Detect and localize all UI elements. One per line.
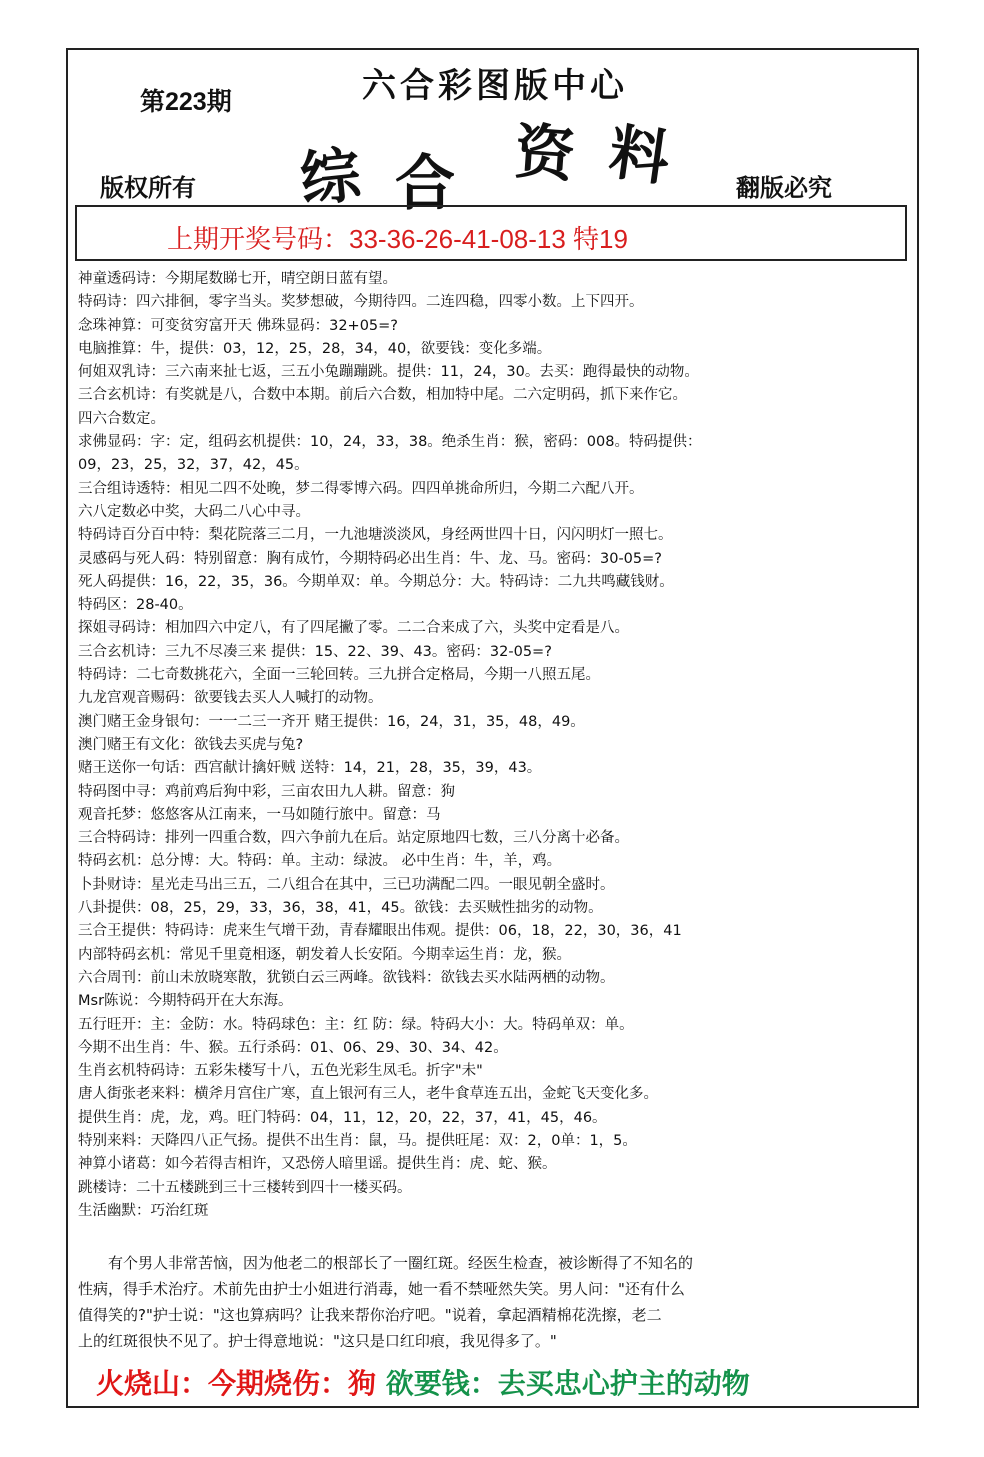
tip-line: 死人码提供：16，22，35，36。今期单双：单。今期总分：大。特码诗：二九共鸣藏钱财。 [78,573,674,590]
tip-line: 电脑推算：牛，提供：03，12，25，28，34，40，欲要钱：变化多端。 [78,340,552,357]
tip-line: 神童透码诗：今期尾数睇七开，晴空朗日蓝有望。 [78,271,397,287]
result-box [75,205,907,261]
big-title-char-1: 综 [297,140,365,216]
humor-story [78,1250,908,1354]
issue-number: 第223期 [140,88,232,116]
tip-line: 特码诗：四六排徊，零字当头。奖梦想破，今期待四。二连四稳，四零小数。上下四开。 [78,294,644,311]
tip-line: 特码诗百分百中特：梨花院落三二月，一九池塘淡淡风，身经两世四十日，闪闪明灯一照七。 [78,527,673,544]
tip-line: 观音托梦：悠悠客从江南来，一马如随行旅中。留意：马 [78,806,441,823]
tip-line: 念珠神算：可变贫穷富开天 佛珠显码：32+05=? [78,317,399,334]
tip-line: 特码玄机：总分博：大。特码：单。主动：绿波。 必中生肖：牛，羊，鸡。 [78,853,562,870]
tip-line: 生肖玄机特码诗：五彩朱楼写十八，五色光彩生凤毛。折字"未" [78,1063,483,1080]
tip-line: 三合玄机诗：三九不尽凑三来 提供：15、22、39、43。密码：32-05=? [78,643,552,660]
tip-line: 三合特码诗：排列一四重合数，四六争前九在后。站定原地四七数，三八分离十必备。 [78,830,629,847]
tip-line: 八卦提供：08，25，29，33，36，38，41，45。欲钱：去买贼性拙劣的动物。 [78,900,603,917]
story-line: 有个男人非常苦恼，因为他老二的根部长了一圈红斑。经医生检查，被诊断得了不知名的 [78,1254,694,1272]
center-title: 六合彩图版中心 [362,66,628,106]
tip-line: 赌王送你一句话：西宫献计擒奸贼 送特：14，21，28，35，39，43。 [78,760,542,777]
tip-line: 三合玄机诗：有奖就是八，合数中本期。前后六合数，相加特中尾。二六定明码，抓下来作它。 [78,387,687,404]
tip-line: 内部特码玄机：常见千里竟相逐，朝发着人长安陌。今期幸运生肖：龙，猴。 [78,946,571,963]
copyright-left: 版权所有 [100,173,196,202]
tip-line: 特码图中寻：鸡前鸡后狗中彩，三亩农田九人耕。留意：狗 [78,783,455,800]
big-title-char-2: 合 [395,149,455,219]
footer-banner [96,1362,750,1402]
footer-hint-red: 火烧山：今期烧伤：狗 [96,1367,377,1400]
tip-line: 澳门赌王有文化：欲钱去买虎与兔? [78,736,304,753]
tip-line: 灵感码与死人码：特别留意：胸有成竹，今期特码必出生肖：牛、龙、马。密码：30-05=? [78,550,662,567]
story-line: 上的红斑很快不见了。护士得意地说："这只是口红印痕，我见得多了。" [78,1332,557,1350]
tip-line: 三合王提供：特码诗：虎来生气增干劲，青春耀眼出伟观。提供：06，18，22，30，36，41 [78,923,682,940]
story-line: 值得笑的?"护士说："这也算病吗？让我来帮你治疗吧。"说着，拿起酒精棉花洗擦，老二 [78,1306,662,1324]
tip-line: 三合组诗透特：相见二四不处晚，梦二得零博六码。四四单挑命所归，今期二六配八开。 [78,480,644,497]
tip-line: 求佛显码：字：定，组码玄机提供：10，24，33，38。绝杀生肖：猴，密码：008。特码提供： [78,434,702,451]
story-line: 性病，得手术治疗。术前先由护士小姐进行消毒，她一看不禁哑然失笑。男人问："还有什么 [78,1280,685,1298]
tip-line: 何姐双乳诗：三六南来扯七返，三五小兔蹦蹦跳。提供：11，24，30。去买：跑得最快的动物。 [78,364,699,381]
tip-line: 提供生肖：虎，龙，鸡。旺门特码：04，11，12，20，22，37，41，45，46。 [78,1109,607,1126]
last-result-text: 上期开奖号码：33-36-26-41-08-13 特19 [167,224,628,254]
tip-line: 特码区：28-40。 [78,597,193,614]
big-title [297,110,720,219]
tip-line: 探姐寻码诗：相加四六中定八，有了四尾撇了零。二二合来成了六，头奖中定看是八。 [78,620,629,637]
tip-line: 09，23，25，32，37，42，45。 [78,457,309,474]
big-title-char-3: 资 [512,116,578,191]
tip-line: 澳门赌王金身银句：一一二三一齐开 赌王提供：16，24，31，35，48，49。 [78,713,585,730]
tip-line: 特别来料：天降四八正气扬。提供不出生肖：鼠，马。提供旺尾：双：2，0单：1，5。 [78,1132,637,1149]
tip-line: 今期不出生肖：牛、猴。五行杀码：01、06、29、30、34、42。 [78,1039,508,1056]
tip-line: 生活幽默：巧治红斑 [78,1202,209,1219]
tip-line: 唐人街张老来料：横斧月宫住广寒，直上银河有三人，老牛食草连五出，金蛇飞天变化多。 [78,1086,658,1103]
tip-line: 六合周刊：前山未放晓寒散，犹锁白云三两峰。欲钱料：欲钱去买水陆两栖的动物。 [78,969,615,986]
tip-line: 六八定数必中奖，大码二八心中寻。 [78,503,310,520]
tip-line: 卜卦财诗：星光走马出三五，二八组合在其中，三已功满配二四。一眼见朝全盛时。 [78,876,615,893]
tip-line: 跳楼诗：二十五楼跳到三十三楼转到四十一楼买码。 [78,1179,412,1196]
tip-line: 特码诗：二七奇数挑花六，全面一三轮回转。三九拼合定格局，今期一八照五尾。 [78,667,600,684]
big-title-char-4: 料 [604,117,674,195]
footer-hint-green: 欲要钱：去买忠心护主的动物 [385,1367,750,1400]
tip-line: 神算小诸葛：如今若得吉相许，又恐傍人暗里谣。提供生肖：虎、蛇、猴。 [78,1156,557,1173]
tip-line: Msr陈说：今期特码开在大东海。 [78,993,293,1010]
copyright-right: 翻版必究 [736,173,832,202]
tip-line: 五行旺开：主：金防：水。特码球色：主：红 防：绿。特码大小：大。特码单双：单。 [78,1016,634,1033]
tips-list [78,268,908,1223]
tip-line: 九龙宫观音赐码：欲要钱去买人人喊打的动物。 [78,690,383,707]
tip-line: 四六合数定。 [78,410,165,427]
